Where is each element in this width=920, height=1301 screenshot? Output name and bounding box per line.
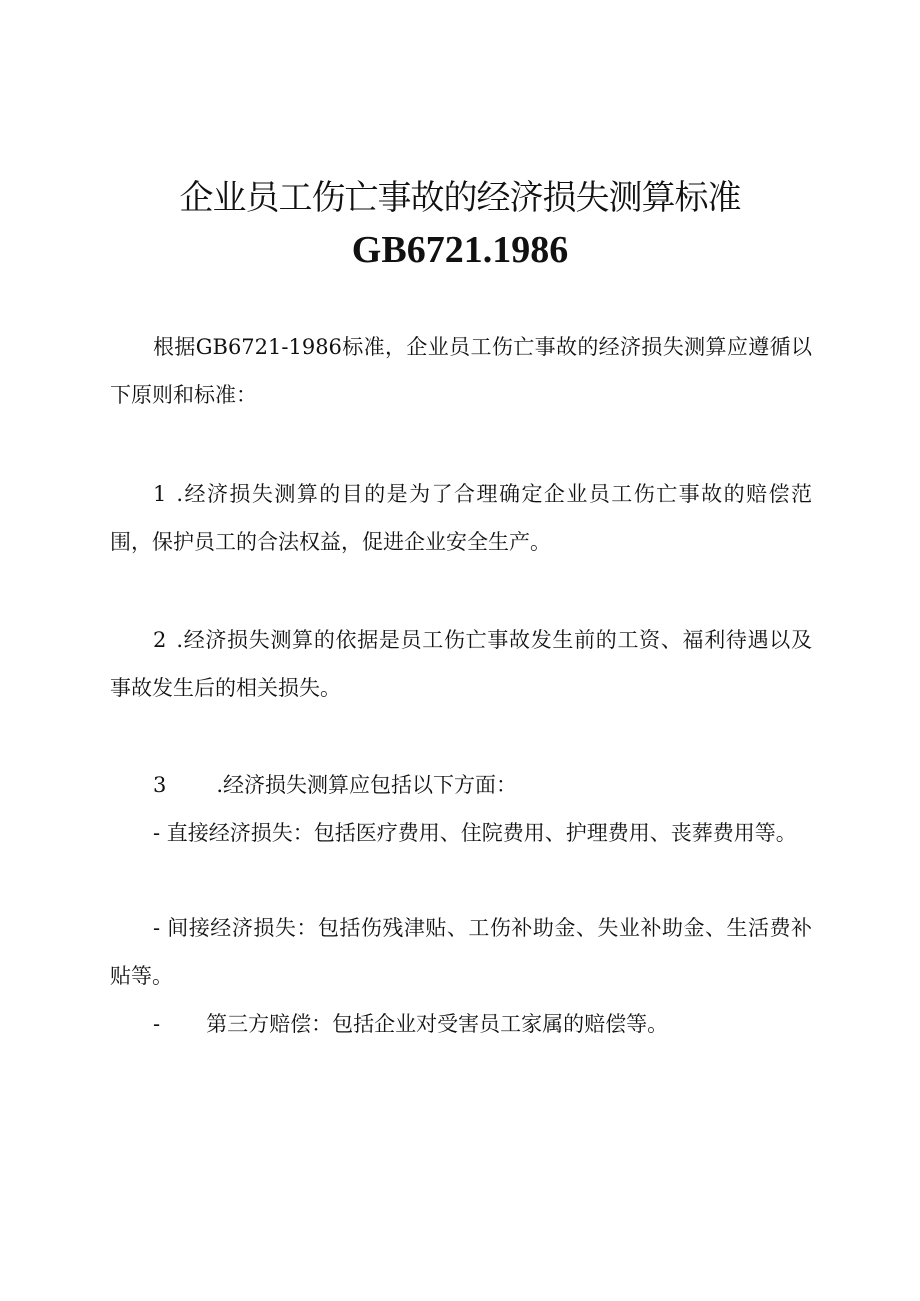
bullet-text: 间接经济损失：包括伤残津贴、工伤补助金、失业补助金、生活费补贴等。 — [110, 916, 812, 988]
list-item-2 — [110, 616, 812, 712]
list-item-text: .经济损失测算的目的是为了合理确定企业员工伤亡事故的赔偿范围，保护员工的合法权益，促进企业安全生产。 — [110, 482, 812, 554]
bullet-dash: - — [153, 1012, 161, 1036]
list-item-number: 1 — [153, 482, 167, 506]
bullet-text: 第三方赔偿：包括企业对受害员工家属的赔偿等。 — [206, 1012, 669, 1036]
bullet-item-indirect-loss — [110, 904, 812, 1000]
intro-paragraph: 根据GB6721-1986标准，企业员工伤亡事故的经济损失测算应遵循以下原则和标准： — [110, 335, 812, 407]
document-standard-code: GB6721.1986 — [351, 229, 569, 271]
list-item-text: .经济损失测算的依据是员工伤亡事故发生前的工资、福利待遇以及事故发生后的相关损失。 — [110, 628, 812, 700]
list-item-number: 3 — [153, 773, 167, 797]
bullet-text: 直接经济损失：包括医疗费用、住院费用、护理费用、丧葬费用等。 — [166, 821, 797, 845]
document-title: 企业员工伤亡事故的经济损失测算标准 — [179, 178, 741, 218]
bullet-dash: - — [153, 916, 161, 940]
bullet-dash: - — [153, 821, 161, 845]
list-item-1 — [110, 470, 812, 566]
list-item-number: 2 — [153, 628, 167, 652]
bullet-item-third-party — [110, 1000, 812, 1048]
list-item-text: .经济损失测算应包括以下方面： — [216, 773, 518, 797]
bullet-item-direct-loss — [110, 809, 812, 857]
list-item-3 — [110, 761, 812, 809]
